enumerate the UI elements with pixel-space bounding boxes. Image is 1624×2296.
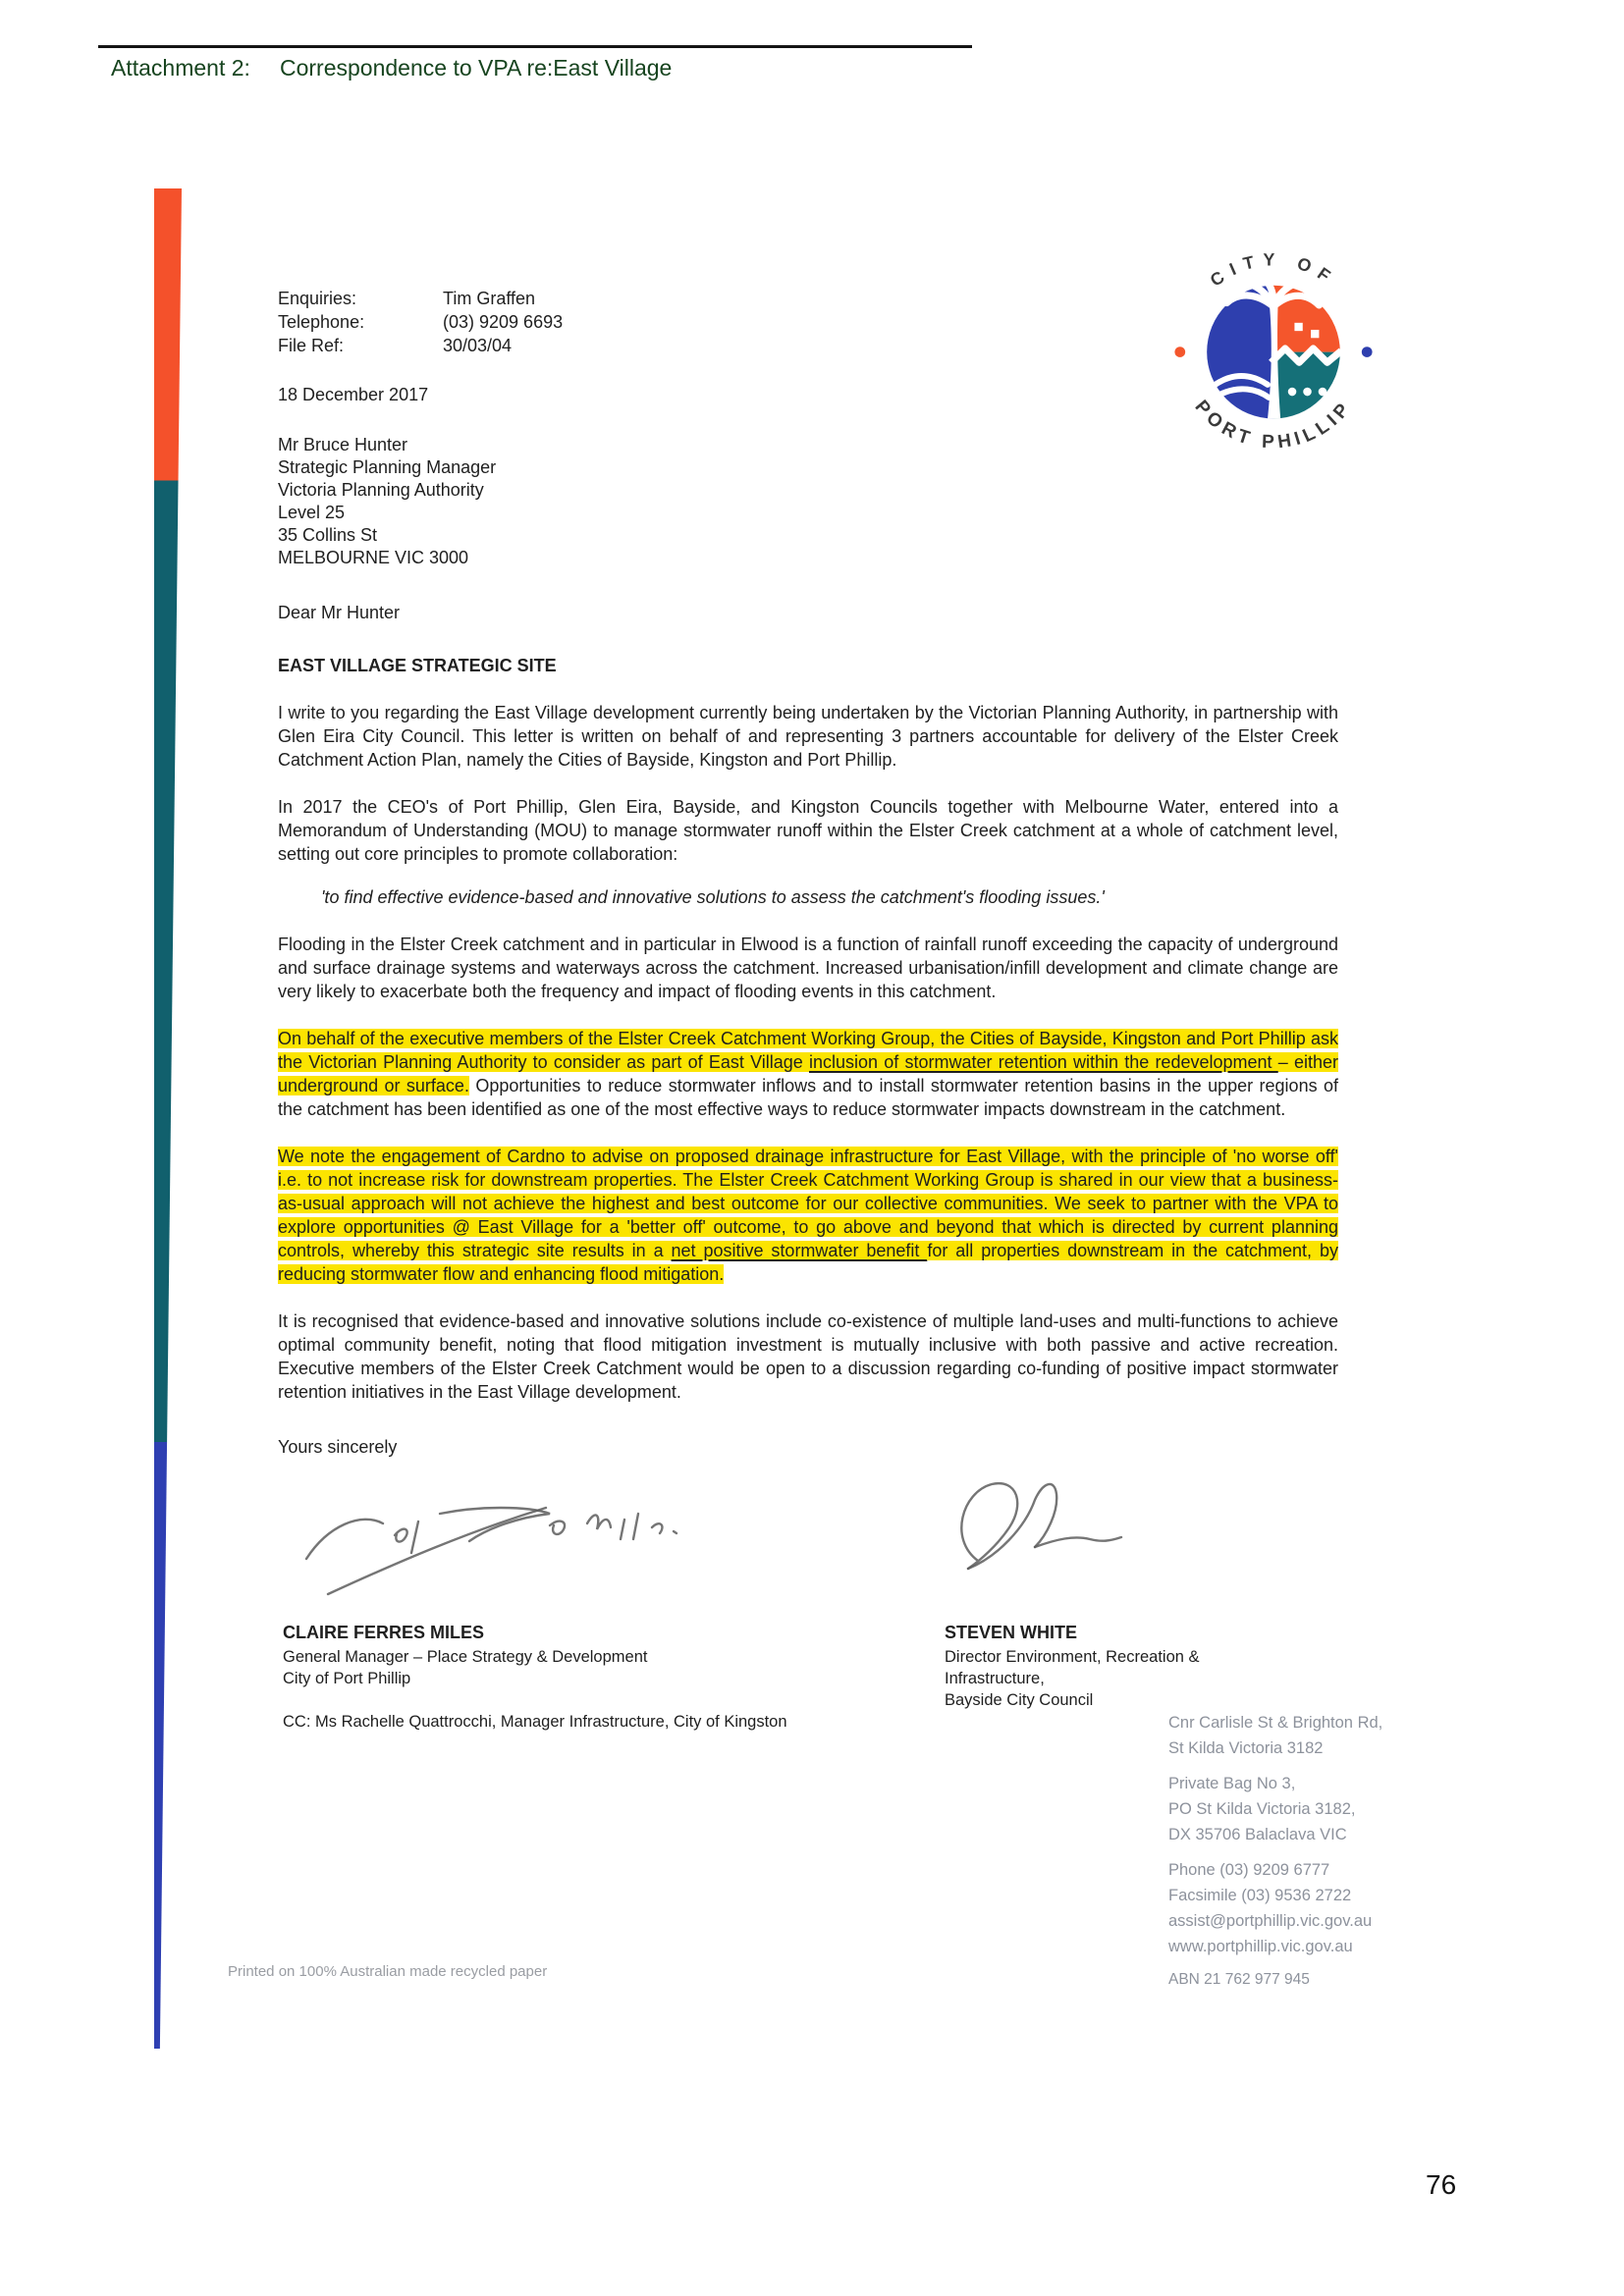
footer-postal-address xyxy=(1168,1771,1483,1847)
recycled-paper-note: Printed on 100% Australian made recycled paper xyxy=(228,1963,548,1980)
paragraph-1: I write to you regarding the East Village development currently being undertaken by the Victorian Planning Authority, in partnership with Glen Eira City Council. This letter is written on behalf of and representing 3 partners accountable for delivery of the Elster Creek Catchment Action Plan, namely the Cities of Bayside, Kingston and Port Phillip. xyxy=(278,703,1338,770)
telephone-label: Telephone: xyxy=(278,312,365,332)
cc-line: CC: Ms Rachelle Quattrocchi, Manager Infrastructure, City of Kingston xyxy=(283,1713,787,1731)
enquiries-label: Enquiries: xyxy=(278,289,357,308)
claire-ferres-miles-signature xyxy=(293,1484,705,1607)
mou-quote: 'to find effective evidence-based and innovative solutions to assess the catchment's flooding issues.' xyxy=(321,887,1105,907)
highlighted-text: On behalf of the executive members of the Elster Creek Catchment Working Group, the Cities of Bayside, Kingston and Port Phillip ask the Victorian Planning Authority to consider as part of East Village xyxy=(278,1029,1338,1072)
closing: Yours sincerely xyxy=(278,1437,398,1457)
attachment-label: Attachment 2: xyxy=(111,55,250,80)
paragraph-4-continuation: Opportunities to reduce stormwater inflows and to install stormwater retention basins in the upper regions of the catchment has been identified as one of the most effective ways to reduce stormwater impacts downstream in the catchment. xyxy=(278,1076,1338,1119)
paragraph-4 xyxy=(278,1027,1338,1121)
footer-line: Private Bag No 3, xyxy=(1168,1775,1296,1792)
footer-line: DX 35706 Balaclava VIC xyxy=(1168,1826,1347,1843)
signatory-claire xyxy=(283,1622,647,1689)
highlighted-text: We note the engagement of Cardno to advise on proposed drainage infrastructure for East Village, with the principle of 'no worse off' i.e. to not increase risk for downstream properties. The Elster Creek Catchment Working Group is shared in our view that a business-as-usual approach will not achieve the highest and best outcome for our collective communities. We seek to partner with the VPA to explore opportunities @ East Village for a 'better off' outcome, to go above and beyond that which is directed by current planning controls, whereby this strategic site results in a xyxy=(278,1147,1338,1260)
footer-street-address xyxy=(1168,1710,1483,1761)
footer-line: PO St Kilda Victoria 3182, xyxy=(1168,1800,1356,1818)
footer-contact xyxy=(1168,1857,1483,1959)
signatory-title: General Manager – Place Strategy & Development xyxy=(283,1648,648,1666)
recipient-line: Mr Bruce Hunter xyxy=(278,435,408,454)
fileref-value: 30/03/04 xyxy=(443,336,513,355)
subject-line: EAST VILLAGE STRATEGIC SITE xyxy=(278,656,557,675)
footer-email: assist@portphillip.vic.gov.au xyxy=(1168,1912,1373,1930)
signatory-steven xyxy=(945,1622,1200,1711)
paragraph-2: In 2017 the CEO's of Port Phillip, Glen Eira, Bayside, and Kingston Councils together with Melbourne Water, entered into a Memorandum of Understanding (MOU) to manage stormwater runoff within the Elster Creek catchment at a whole of catchment level, setting out core principles to promote collaboration: xyxy=(278,797,1338,864)
telephone-value: (03) 9209 6693 xyxy=(443,312,564,332)
footer-abn: ABN 21 762 977 945 xyxy=(1168,1971,1310,1988)
recipient-line: Strategic Planning Manager xyxy=(278,457,497,477)
signatory-title: Infrastructure, xyxy=(945,1670,1045,1687)
footer-phone: Phone (03) 9209 6777 xyxy=(1168,1861,1330,1879)
meta-row-fileref xyxy=(278,334,1338,357)
steven-white-signature xyxy=(941,1470,1166,1583)
footer-line: St Kilda Victoria 3182 xyxy=(1168,1739,1324,1757)
highlighted-text: – either underground or surface. xyxy=(278,1052,1338,1095)
paragraph-3: Flooding in the Elster Creek catchment and in particular in Elwood is a function of rainfall runoff exceeding the capacity of underground and surface drainage systems and waterways across the catchment. Increased urbanisation/infill development and climate change are very likely to exacerbate both the frequency and impact of flooding events in this catchment. xyxy=(278,934,1338,1001)
highlighted-underlined-text: net positive stormwater benefit xyxy=(671,1241,928,1260)
enquiries-value: Tim Graffen xyxy=(443,289,536,308)
highlighted-text: for all properties downstream in the catchment, by reducing stormwater flow and enhancing flood mitigation. xyxy=(278,1241,1338,1284)
signatory-org: Bayside City Council xyxy=(945,1691,1094,1709)
meta-row-telephone xyxy=(278,310,1338,334)
fileref-label: File Ref: xyxy=(278,336,345,355)
header-rule xyxy=(98,45,972,48)
signatory-title: Director Environment, Recreation & xyxy=(945,1648,1200,1666)
recipient-line: Victoria Planning Authority xyxy=(278,480,484,500)
signatory-org: City of Port Phillip xyxy=(283,1670,411,1687)
signatory-name: CLAIRE FERRES MILES xyxy=(283,1623,485,1642)
recipient-line: Level 25 xyxy=(278,503,346,522)
logo-right-dot xyxy=(1362,347,1373,357)
footer-line: Cnr Carlisle St & Brighton Rd, xyxy=(1168,1714,1383,1732)
letter-body xyxy=(278,287,1338,1459)
signatory-name: STEVEN WHITE xyxy=(945,1623,1078,1642)
highlighted-underlined-text: inclusion of stormwater retention within the redevelopment xyxy=(809,1052,1278,1072)
salutation: Dear Mr Hunter xyxy=(278,603,401,622)
page-number: 76 xyxy=(1426,2169,1457,2200)
footer-facsimile: Facsimile (03) 9536 2722 xyxy=(1168,1887,1352,1904)
logo-top-text: CITY OF xyxy=(1206,249,1341,291)
letterhead-color-bar xyxy=(154,188,182,2049)
paragraph-6: It is recognised that evidence-based and innovative solutions include co-existence of multiple land-uses and multi-functions to achieve optimal community benefit, noting that flood mitigation investment is mutually inclusive with both passive and active recreation. Executive members of the Elster Creek Catchment would be open to a discussion regarding co-funding of positive impact stormwater retention initiatives in the East Village development. xyxy=(278,1311,1338,1402)
attachment-header xyxy=(111,55,672,81)
recipient-address xyxy=(278,434,1338,569)
recipient-line: MELBOURNE VIC 3000 xyxy=(278,548,469,567)
recipient-line: 35 Collins St xyxy=(278,525,378,545)
footer-website: www.portphillip.vic.gov.au xyxy=(1168,1938,1353,1955)
meta-row-enquiries xyxy=(278,287,1338,310)
paragraph-5 xyxy=(278,1145,1338,1286)
logo-bottom-text: PORT PHILLIP xyxy=(1190,396,1357,454)
letter-date: 18 December 2017 xyxy=(278,385,429,404)
attachment-title: Correspondence to VPA re:East Village xyxy=(280,55,673,80)
